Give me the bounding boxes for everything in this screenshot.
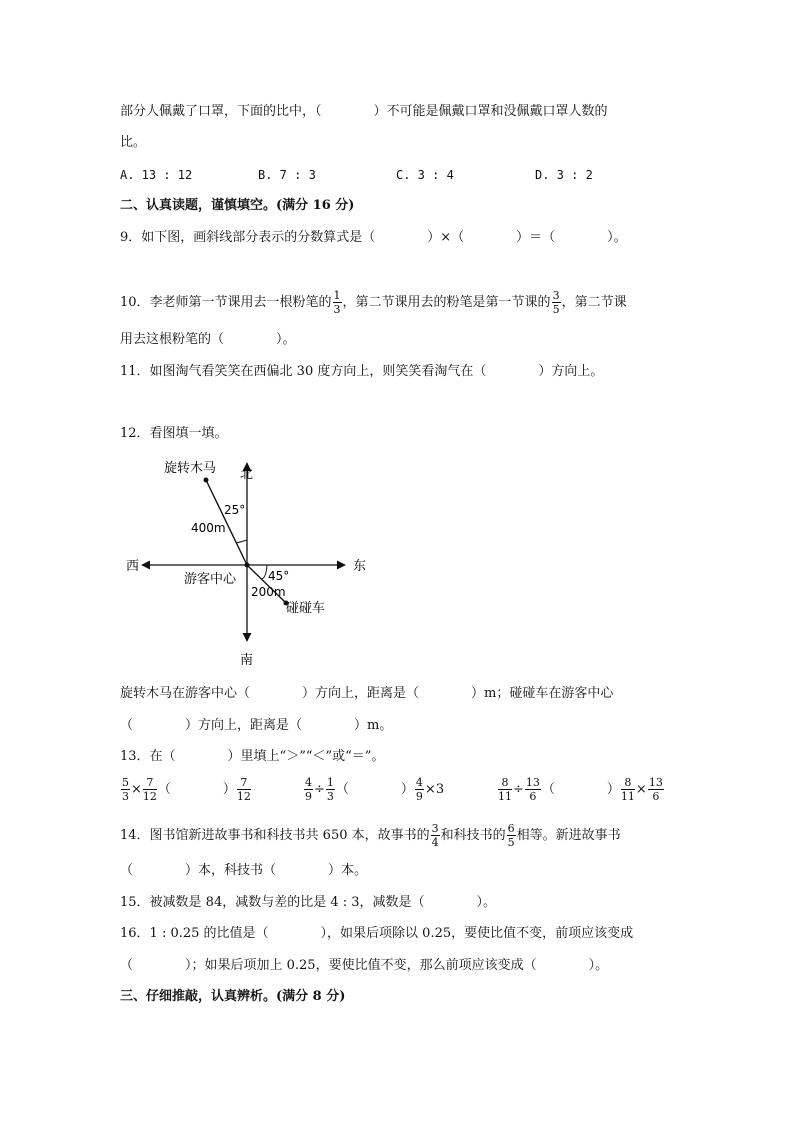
center-label: 游客中心	[184, 572, 237, 587]
q10-text-b: ，第二节课用去的粉笔是第一节课的	[342, 295, 551, 310]
q8-option-b: B. 7 : 3	[258, 168, 316, 182]
q15: 15．被减数是 84，减数与差的比是 4 : 3，减数是（ ）。	[120, 895, 497, 910]
east-label: 东	[353, 559, 367, 574]
q13-blank-2: （ ）	[335, 782, 414, 797]
direction-diagram	[120, 453, 380, 668]
q14-line1: 14．图书馆新进故事书和科技书共 650 本，故事书的 $\frac{3}{4}$ 和科技书的 $\frac{6}{5}$ 相等。新进故事书	[120, 822, 621, 849]
q8-option-d: D. 3 : 2	[535, 168, 593, 182]
bumper-label: 碰碰车	[286, 601, 326, 616]
distance-200-label: 200m	[251, 585, 286, 599]
q13-title: 13．在（ ）里填上“＞”“＜”或“＝”。	[120, 749, 385, 764]
angle-45-label: 45°	[268, 569, 290, 583]
section-3-heading: 三、仔细推敲，认真辨析。(满分 8 分)	[120, 989, 346, 1004]
q13-expr-1: $\frac{5}{3}$ × $\frac{7}{12}$ （ ） $\frac{7}{12}$	[122, 776, 251, 803]
q13-expr-3: $\frac{8}{11}$ ÷ $\frac{13}{6}$ （ ） $\frac{8}{11}$ × $\frac{13}{6}$	[498, 776, 663, 803]
q10-line2: 用去这根粉笔的（ ）。	[120, 332, 296, 347]
q16-line2: （ ）；如果后项加上 0.25，要使比值不变，那么前项应该变成（ ）。	[120, 958, 609, 973]
q8-option-c: C. 3 : 4	[396, 168, 454, 182]
angle-25-label: 25°	[224, 503, 246, 517]
q16-line1: 16．1 : 0.25 的比值是（ ），如果后项除以 0.25，要使比值不变，前项应该变成	[120, 926, 634, 941]
angle-arc-25	[236, 540, 247, 543]
distance-400-label: 400m	[191, 521, 226, 535]
q14-line2: （ ）本，科技书（ ）本。	[120, 863, 368, 878]
q10-line1	[120, 290, 627, 315]
section-2-heading: 二、认真读题，谨慎填空。(满分 16 分)	[120, 198, 355, 213]
south-label: 南	[240, 653, 254, 668]
q10-text-a: 10．李老师第一节课用去一根粉笔的	[120, 295, 332, 310]
q14-fraction-1: $\frac{3}{4}$	[431, 822, 439, 849]
q12-title: 12．看图填一填。	[120, 426, 228, 441]
q11: 11．如图淘气看笑笑在西偏北 30 度方向上，则笑笑看淘气在（ ）方向上。	[120, 364, 604, 379]
q10-fraction-2: $\frac{3}{5}$	[552, 289, 560, 316]
q10-fraction-1: $\frac{1}{3}$	[333, 289, 341, 316]
carousel-label: 旋转木马	[164, 461, 217, 476]
q10-text-c: ，第二节课	[561, 295, 627, 310]
q12-line1: 旋转木马在游客中心（ ）方向上，距离是（ ）m；碰碰车在游客中心	[120, 686, 614, 701]
q9: 9．如下图，画斜线部分表示的分数算式是（ ）×（ ）＝（ ）。	[120, 230, 627, 245]
q13-blank-1: （ ）	[157, 782, 236, 797]
q8-option-a: A. 13 : 12	[120, 168, 193, 182]
carousel-point	[204, 478, 209, 483]
q8-line2: 比。	[120, 135, 147, 150]
north-label: 北	[240, 467, 254, 482]
angle-arc-45	[261, 565, 267, 579]
center-point	[245, 563, 250, 568]
q8-line1: 部分人佩戴了口罩，下面的比中，（ ）不可能是佩戴口罩和没佩戴口罩人数的	[120, 104, 608, 119]
q14-fraction-2: $\frac{6}{5}$	[507, 822, 515, 849]
q13-blank-3: （ ）	[541, 782, 620, 797]
q12-line2: （ ）方向上，距离是（ ）m。	[120, 718, 393, 733]
q13-expr-2: $\frac{4}{9}$ ÷ $\frac{1}{3}$ （ ） $\frac{4}{9}$ ×3	[305, 776, 445, 803]
west-label: 西	[126, 559, 140, 574]
